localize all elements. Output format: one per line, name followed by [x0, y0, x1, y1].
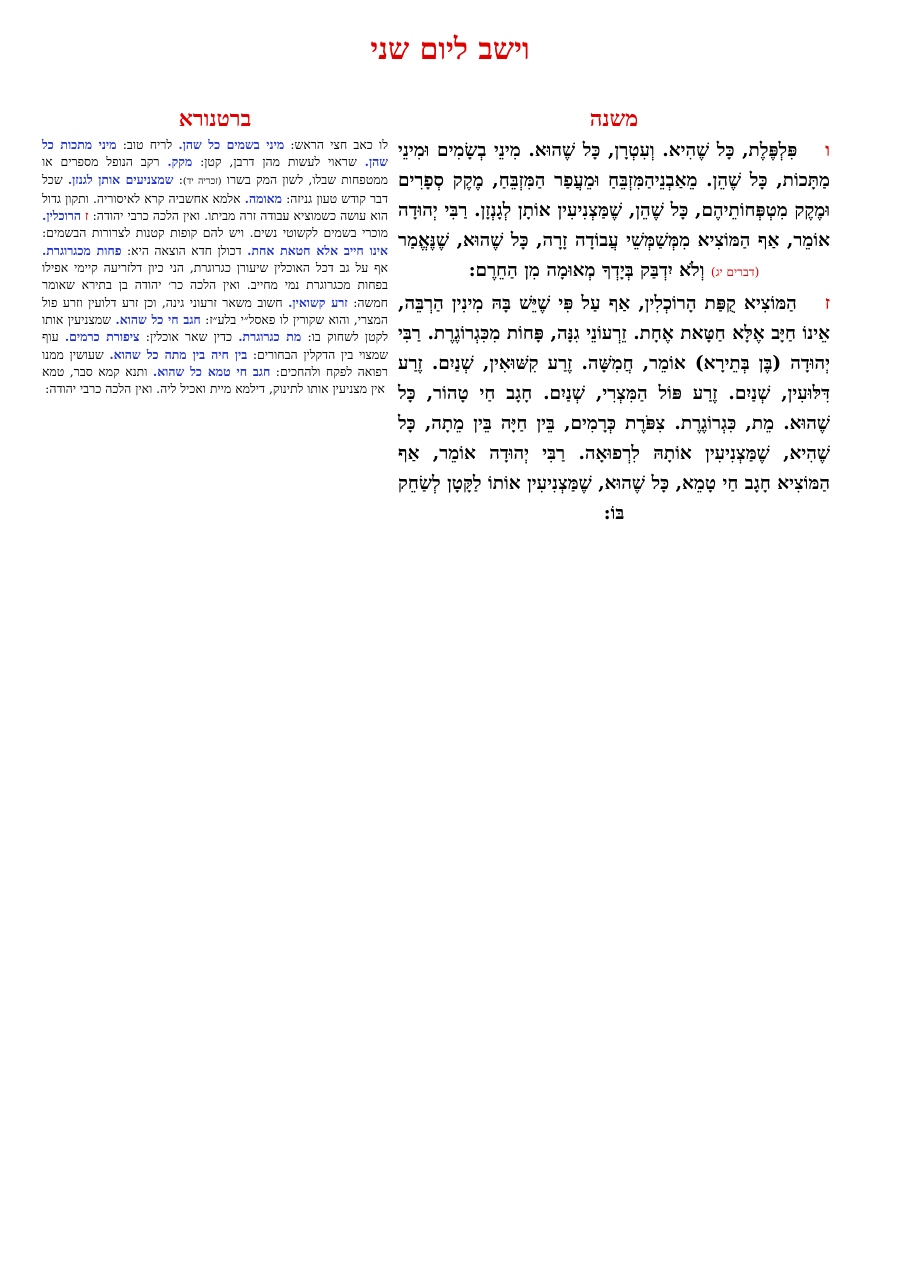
dibbur-hamatchil: מיני מתכות כל שהן.	[42, 137, 388, 170]
mishna-paragraph-7	[398, 289, 830, 529]
dibbur-hamatchil: חגב חי טמא כל שהוא.	[152, 363, 271, 379]
commentary-text: אלמא אחשביה קרא לאיסוריה. ותקון גדול הוא עושה כשמוציא עבודה זרה מביתו. ואין הלכה כרבי יהודה:	[42, 190, 388, 224]
dibbur-hamatchil: מאומה.	[244, 190, 282, 206]
dibbur-hamatchil: אינו חייב אלא חטאת אחת.	[247, 242, 388, 258]
dibbur-hamatchil: מת כגרוגרת.	[238, 329, 302, 345]
commentary-text: שעושין ממנו רפואה לפקח ולהחכים:	[42, 346, 388, 379]
bartenura-commentary	[42, 136, 388, 397]
commentary-text: שראוי לעשות מהן דרבן, קטן:	[192, 154, 365, 170]
commentary-text: חשוב משאר זרעוני גינה, וכן זרע דלועין וזרע פול המצרי, והוא שקורין לו פאסל״י בלע״ז:	[42, 294, 388, 327]
bartenura-column	[42, 104, 388, 397]
mishna-column	[398, 104, 830, 531]
commentary-text: לריח טוב:	[116, 137, 179, 152]
mishna-number: ז	[824, 293, 830, 314]
bartenura-header: ברטנורא	[178, 106, 252, 132]
scripture-reference: (דברים יג)	[710, 265, 760, 279]
mishna-text: הַמּוֹצִיא קֻפַּת הָרוֹכְלִין, אַף עַל פִּי שֶׁיֵּשׁ בָּהּ מִינִין הַרְבֵּה, אֵינוֹ חַיָּב אֶלָּא חַטָּאת אֶחָת. זֵרְעוֹנֵי גִנָּה, פָּחוֹת מִכִּגְרוֹגֶרֶת. רַבִּי יְהוּדָה (בֶּן בְּתֵירָא) אוֹמֵר, חֲמִשָּׁה. זֶרַע קִשּׁוּאִין, שְׁנַיִם. זֶרַע דִּלּוּעִין, שְׁנַיִם. זֶרַע פּוֹל הַמִּצְרִי, שְׁנַיִם. חָגָב חַי טָהוֹר, כָּל שֶׁהוּא. מֵת, כִּגְרוֹגֶרֶת. צִפֹּרֶת כְּרָמִים, בֵּין חַיָּה בֵּין מֵתָה, כָּל שֶׁהִיא, שֶׁמַּצְנִיעִין אוֹתָהּ לִרְפוּאָה. רַבִּי יְהוּדָה אוֹמֵר, אַף הַמּוֹצִיא חָגָב חַי טָמֵא, כָּל שֶׁהוּא, שֶׁמַּצְנִיעִין אוֹתוֹ לַקָּטָן לְשַׂחֵק בּוֹ:	[398, 293, 830, 524]
scripture-reference: (זכריה יד)	[182, 175, 222, 187]
dibbur-hamatchil: מקק.	[167, 154, 193, 170]
dibbur-hamatchil: מיני בשמים כל שהן.	[178, 137, 285, 152]
dibbur-hamatchil: ציפורת כרמים.	[64, 329, 140, 345]
dibbur-hamatchil: הרוכלין.	[42, 208, 81, 224]
page-title: וישב ליום שני	[370, 32, 530, 67]
dibbur-hamatchil: בין חיה בין מתה כל שהוא.	[109, 346, 248, 362]
mishna-header: משנה	[589, 106, 639, 132]
commentary-text: דכולן חדא הוצאה היא:	[121, 242, 248, 258]
commentary-text: שמצניעין אותו לקטן לשחוק בו:	[42, 311, 388, 345]
commentary-text: :	[173, 171, 183, 187]
mishna-text: פִּלְפֶּלֶת, כָּל שֶׁהִיא. וְעִטְרָן, כָּל שֶׁהוּא. מִינֵי בְשָׂמִים וּמִינֵי מַתָּכוֹת, כָּל שֶׁהֵן. מֵאַבְנֵיהַמִּזְבֵּחַ וּמֵעֲפַר הַמִּזְבֵּחַ, מֶקֶק סְפָרִים וּמֶקֶק מִטְפְּחוֹתֵיהֶם, כָּל שֶׁהֵן, שֶׁמַּצְנִיעִין אוֹתָן לְגָנְזָן. רַבִּי יְהוּדָה אוֹמֵר, אַף הַמּוֹצִיא מִמְּשַׁמְּשֵׁי עֲבוֹדָה זָרָה, כָּל שֶׁהוּא, שֶׁנֶּאֱמַר	[398, 140, 830, 251]
commentary-text: שכל דבר קודש טעון גניזה:	[42, 171, 388, 206]
commentary-text: ותנא קמא סבר, טמא אין מצניעין אותו לתינוק, דילמא מיית ואכיל ליה. ואין הלכה כרבי יהודה:	[42, 363, 385, 397]
dibbur-hamatchil: פחות מכגרוגרת.	[42, 242, 122, 258]
dibbur-hamatchil: חגב חי כל שהוא.	[115, 311, 201, 327]
commentary-text: מוכרי בשמים לקשוטי נשים. ויש להם קופות קטנות לצרורות הבשמים:	[42, 225, 388, 241]
mishna-paragraph-6	[398, 136, 830, 287]
mishna-text: וְלֹא יִדְבַּק בְּיָדְךָ מְאוּמָה מִן הַחֵרֶם:	[468, 260, 705, 281]
dibbur-hamatchil: שמצניעים אותן לגנזן.	[67, 171, 174, 187]
commentary-text: רקב הנופל מספרים או ממטפחות שבלו, לשון המק בשרו	[42, 154, 388, 187]
dibbur-hamatchil: זרע קשואין.	[288, 294, 348, 310]
mishna-number-marker: ז	[85, 208, 89, 224]
commentary-text: לו כאב חצי הראש:	[284, 137, 389, 152]
commentary-text: אף על גב דכל האוכלין שיעורן כגרוגרת, הני כיון דלזריעה קיימי אפילו בפחות מכגרוגרת נמי מחייב. ואין הלכה כר׳ יהודה בן בתירא שאומר חמשה:	[42, 260, 388, 310]
commentary-text: כדין שאר אוכלין:	[139, 329, 239, 345]
mishna-number: ו	[825, 140, 830, 161]
commentary-text: עוף שמצוי בין הדקלין הבחורים:	[42, 329, 388, 362]
